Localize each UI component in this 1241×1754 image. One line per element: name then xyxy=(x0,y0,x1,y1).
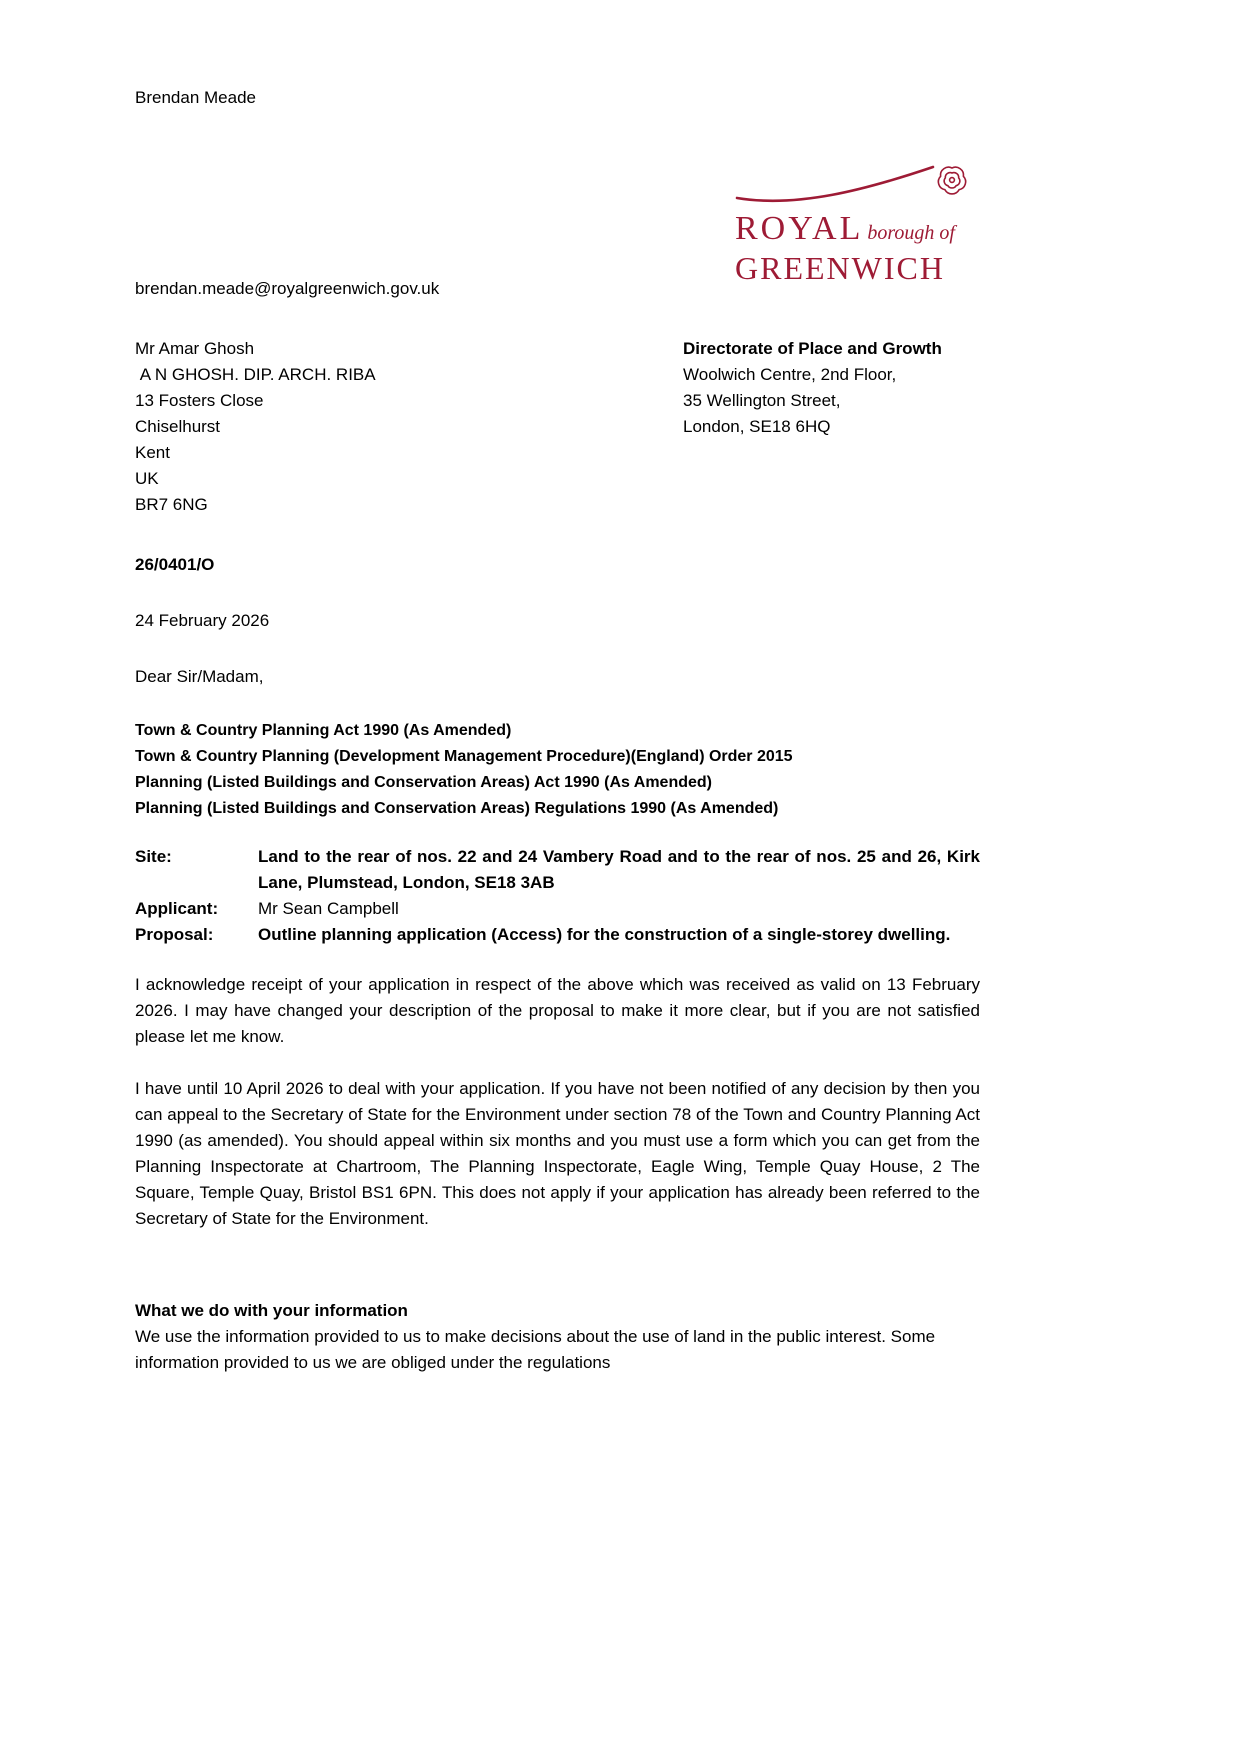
address-row xyxy=(135,336,980,518)
recipient-line: Kent xyxy=(135,443,170,462)
legislation-block xyxy=(135,718,980,822)
sender-name: Brendan Meade xyxy=(135,88,256,107)
salutation: Dear Sir/Madam, xyxy=(135,667,264,686)
recipient-line: UK xyxy=(135,469,159,488)
recipient-line: Chiselhurst xyxy=(135,417,221,436)
site-value: Land to the rear of nos. 22 and 24 Vambery Road and to the rear of nos. 25 and 26, Kirk Lane, Plumstead, London, SE18 3AB xyxy=(258,847,980,892)
recipient-line: A N GHOSH. DIP. ARCH. RIBA xyxy=(135,365,376,384)
directorate-line: Woolwich Centre, 2nd Floor, xyxy=(683,365,897,384)
application-details xyxy=(135,844,980,948)
recipient-address xyxy=(135,336,683,518)
act-line: Town & Country Planning Act 1990 (As Amended) xyxy=(135,722,512,739)
letter-content xyxy=(135,0,980,1376)
directorate-title: Directorate of Place and Growth xyxy=(683,339,942,358)
letter-date: 24 February 2026 xyxy=(135,611,270,630)
logo-greenwich-text: GREENWICH xyxy=(735,250,945,286)
body-paragraph: I acknowledge receipt of your application in respect of the above which was received as valid on 13 February 2026. I may have changed your description of the proposal to make it more clear, but if you are not satisfied please let me know. xyxy=(135,975,980,1046)
site-label: Site: xyxy=(135,847,172,866)
act-line: Town & Country Planning (Development Management Procedure)(England) Order 2015 xyxy=(135,748,793,765)
directorate-line: London, SE18 6HQ xyxy=(683,417,831,436)
application-reference: 26/0401/O xyxy=(135,555,215,574)
swoosh-and-rose-icon xyxy=(735,158,977,210)
logo-line-royal xyxy=(735,212,977,251)
sender-email: brendan.meade@royalgreenwich.gov.uk xyxy=(135,279,440,298)
act-line: Planning (Listed Buildings and Conservation Areas) Act 1990 (As Amended) xyxy=(135,774,712,791)
recipient-line: 13 Fosters Close xyxy=(135,391,264,410)
info-section-heading: What we do with your information xyxy=(135,1301,408,1320)
body-paragraph: I have until 10 April 2026 to deal with your application. If you have not been notified of any decision by then you can appeal to the Secretary of State for the Environment under section 78 of the Town and Country Planning Act 1990 (as amended). You should appeal within six months and you must use a form which you can get from the Planning Inspectorate at Chartroom, The Planning Inspectorate, Eagle Wing, Temple Quay House, 2 The Square, Temple Quay, Bristol BS1 6PN. This does not apply if your application has already been referred to the Secretary of State for the Environment. xyxy=(135,1079,980,1228)
greenwich-logo xyxy=(735,158,977,285)
tudor-rose-icon xyxy=(938,167,965,194)
proposal-value: Outline planning application (Access) for the construction of a single-storey dwelling. xyxy=(258,925,951,944)
proposal-label: Proposal: xyxy=(135,925,214,944)
logo-royal-text: ROYAL xyxy=(735,210,864,247)
applicant-label: Applicant: xyxy=(135,899,219,918)
logo-borough-of-text: borough of xyxy=(867,222,955,244)
applicant-value: Mr Sean Campbell xyxy=(258,899,399,918)
recipient-line: Mr Amar Ghosh xyxy=(135,339,255,358)
directorate-address xyxy=(683,336,980,518)
recipient-line: BR7 6NG xyxy=(135,495,208,514)
info-section-body: We use the information provided to us to make decisions about the use of land in the public interest. Some information provided to us we are obliged under the regulations xyxy=(135,1327,936,1372)
act-line: Planning (Listed Buildings and Conservation Areas) Regulations 1990 (As Amended) xyxy=(135,800,779,817)
directorate-line: 35 Wellington Street, xyxy=(683,391,841,410)
